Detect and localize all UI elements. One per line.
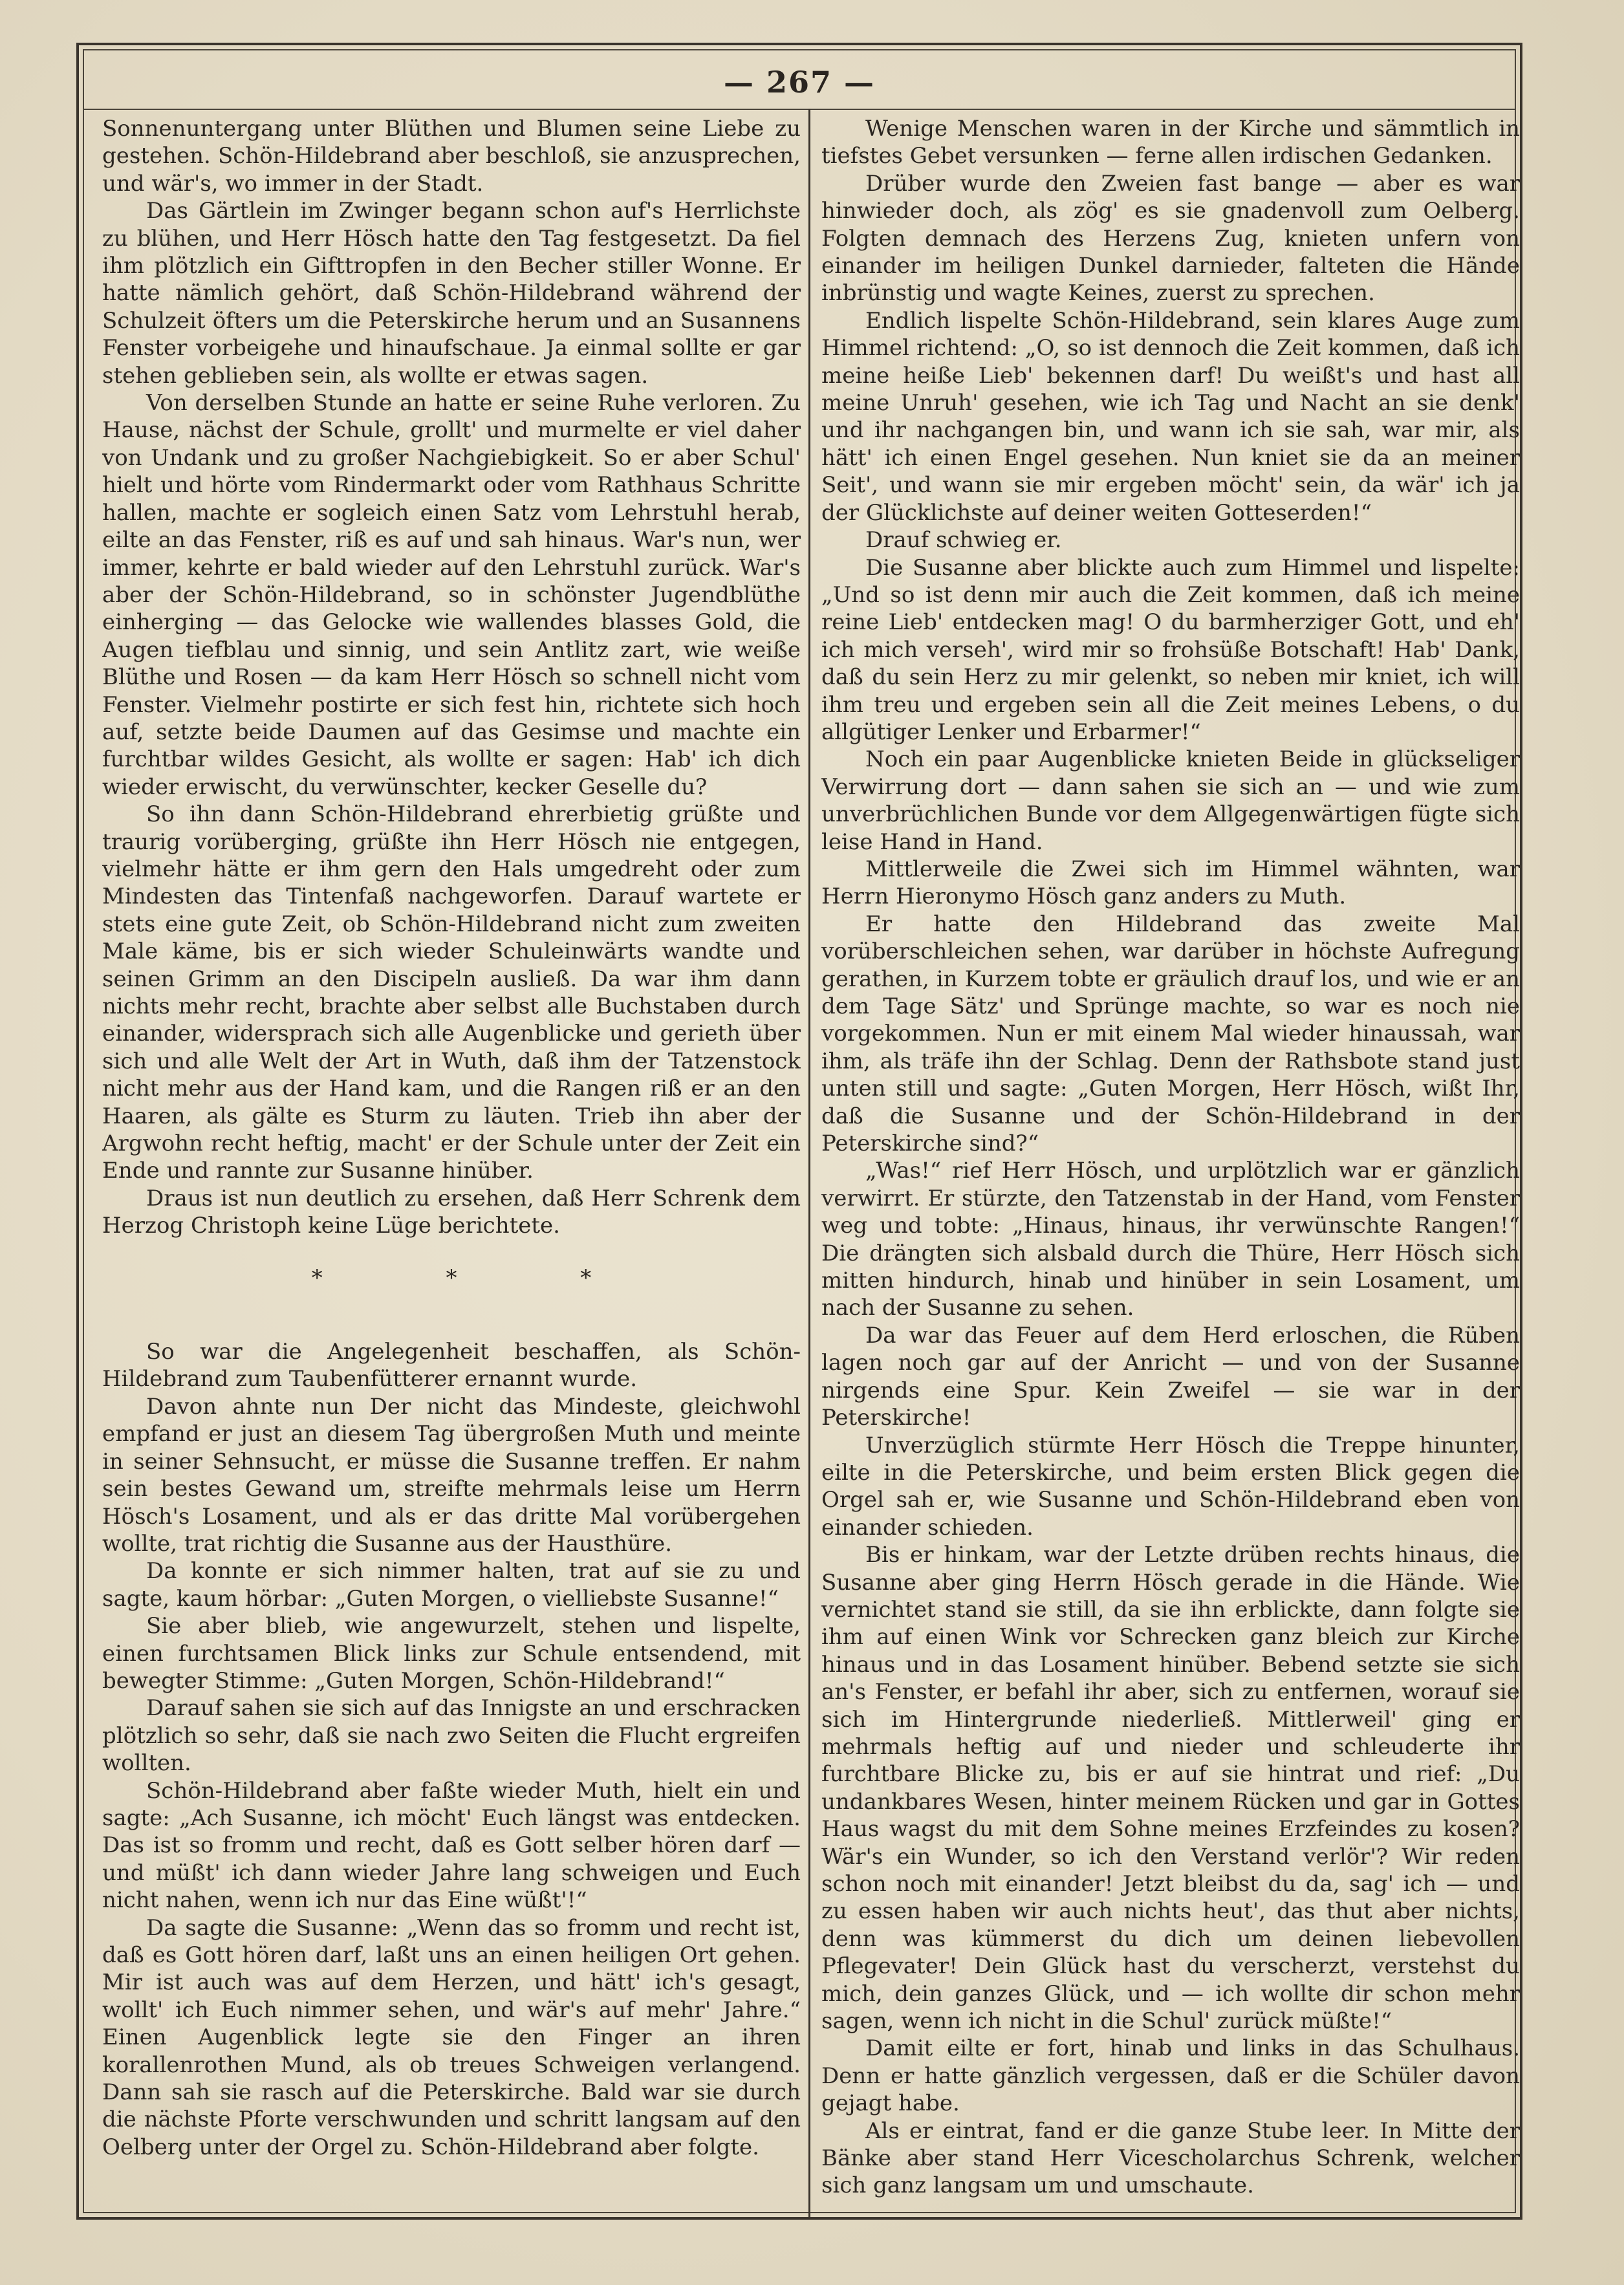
paragraph: Drüber wurde den Zweien fast bange — aber es war hinwieder doch, als zög' es sie gnadenvoll zum Oelberg. Folgten demnach des Herzens Zug, knieten unfern von einander im heiligen Dunkel darnieder, falteten die Hände inbrünstig und wagte Keines, zuerst zu sprechen. [821, 170, 1520, 307]
paragraph: „Was!“ rief Herr Hösch, und urplötzlich war er gänzlich verwirrt. Er stürzte, den Tatzenstab in der Hand, vom Fenster weg und tobte: „Hinaus, hinaus, ihr verwünschte Rangen!“ Die drängten sich alsbald durch die Thüre, Herr Hösch sich mitten hindurch, hinab und hinüber in sein Losament, um nach der Susanne zu sehen. [821, 1158, 1520, 1321]
paragraph: Damit eilte er fort, hinab und links in das Schulhaus. Denn er hatte gänzlich vergessen, daß er die Schüler davon gejagt habe. [821, 2035, 1520, 2117]
paragraph: Darauf sahen sie sich auf das Innigste an und erschracken plötzlich so sehr, daß sie nach zwo Seiten die Flucht ergreifen wollten. [102, 1695, 801, 1777]
paragraph: Draus ist nun deutlich zu ersehen, daß Herr Schrenk dem Herzog Christoph keine Lüge berichtete. [102, 1185, 801, 1239]
section-break-asterisks: * * * [311, 1264, 650, 1291]
paragraph: Unverzüglich stürmte Herr Hösch die Treppe hinunter, eilte in die Peterskirche, und beim ersten Blick gegen die Orgel sah er, wie Susanne und Schön-Hildebrand eben von einander schieden. [821, 1432, 1520, 1541]
page-number: — 267 — [723, 65, 876, 100]
paragraph: Er hatte den Hildebrand das zweite Mal vorüberschleichen sehen, war darüber in höchste Aufregung gerathen, in Kurzem tobte er gräulich drauf los, und wie er an dem Tage Sätz' und Sprünge machte, so war es noch nie vorgekommen. Nun er mit einem Mal wieder hinaussah, war ihm, als träfe ihn der Schlag. Denn der Rathsbote stand just unten still und sagte: „Guten Morgen, Herr Hösch, wißt Ihr, daß die Susanne und der Schön-Hildebrand in der Peterskirche sind?“ [821, 911, 1520, 1157]
header-rule [83, 109, 1516, 110]
paragraph: Von derselben Stunde an hatte er seine Ruhe verloren. Zu Hause, nächst der Schule, grollt' und murmelte er viel daher von Undank und zu großer Nachgiebigkeit. So er aber Schul' hielt und hörte vom Rindermarkt oder vom Rathhaus Schritte hallen, machte er sogleich einen Satz vom Lehrstuhl herab, eilte an das Fenster, riß es auf und sah hinaus. War's nun, wer immer, kehrte er bald wieder auf den Lehrstuhl zurück. War's aber der Schön-Hildebrand, so in schönster Jugendblüthe einherging — das Gelocke wie wallendes blasses Gold, die Augen tiefblau und sinnig, und sein Antlitz zart, wie weiße Blüthe und Rosen — da kam Herr Hösch so schnell nicht vom Fenster. Vielmehr postirte er sich fest hin, richtete sich hoch auf, setzte beide Daumen auf das Gesimse und machte ein furchtbar wildes Gesicht, als wollte er sagen: Hab' ich dich wieder erwischt, du verwünschter, kecker Geselle du? [102, 390, 801, 800]
paragraph: Mittlerweile die Zwei sich im Himmel wähnten, war Herrn Hieronymo Hösch ganz anders zu Muth. [821, 856, 1520, 910]
paragraph: Noch ein paar Augenblicke knieten Beide in glückseliger Verwirrung dort — dann sahen sie sich an — und wie zum unverbrüchlichen Bunde vor dem Allgegenwärtigen fügte sich leise Hand in Hand. [821, 746, 1520, 855]
column-divider [808, 109, 810, 2220]
paragraph: Wenige Menschen waren in der Kirche und sämmtlich in tiefstes Gebet versunken — ferne allen irdischen Gedanken. [821, 116, 1520, 169]
paragraph: Davon ahnte nun Der nicht das Mindeste, gleichwohl empfand er just an diesem Tag übergroßen Muth und meinte in seiner Sehnsucht, er müsse die Susanne treffen. Er nahm sein bestes Gewand um, streifte mehrmals leise um Herrn Hösch's Losament, und als er das dritte Mal vorübergehen wollte, trat richtig die Susanne aus der Hausthüre. [102, 1393, 801, 1557]
left-column [102, 115, 801, 2211]
paragraph: Da war das Feuer auf dem Herd erloschen, die Rüben lagen noch gar auf der Anricht — und von der Susanne nirgends eine Spur. Kein Zweifel — sie war in der Peterskirche! [821, 1322, 1520, 1431]
paragraph: Als er eintrat, fand er die ganze Stube leer. In Mitte der Bänke aber stand Herr Vicescholarchus Schrenk, welcher sich ganz langsam um und umschaute. [821, 2117, 1520, 2199]
paragraph: So ihn dann Schön-Hildebrand ehrerbietig grüßte und traurig vorüberging, grüßte ihn Herr Hösch nie entgegen, vielmehr hätte er ihm gern den Hals umgedreht oder zum Mindesten das Tintenfaß nachgeworfen. Darauf wartete er stets eine gute Zeit, ob Schön-Hildebrand nicht zum zweiten Male käme, bis er sich wieder Schuleinwärts wandte und seinen Grimm an den Discipeln ausließ. Da war ihm dann nichts mehr recht, brachte aber selbst alle Buchstaben durch einander, widersprach sich alle Augenblicke und gerieth über sich und alle Welt der Art in Wuth, daß ihm der Tatzenstock nicht mehr aus der Hand kam, und die Rangen riß er an den Haaren, als gälte es Sturm zu läuten. Trieb ihn aber der Argwohn recht heftig, macht' er der Schule unter der Zeit ein Ende und rannte zur Susanne hinüber. [102, 801, 801, 1184]
paragraph: Das Gärtlein im Zwinger begann schon auf's Herrlichste zu blühen, und Herr Hösch hatte den Tag festgesetzt. Da fiel ihm plötzlich ein Gifttropfen in den Becher stiller Wonne. Er hatte nämlich gehört, daß Schön-Hildebrand während der Schulzeit öfters um die Peterskirche herum und an Susannens Fenster vorbeigehe und hinaufschaue. Ja einmal sollte er gar stehen geblieben sein, als wollte er etwas sagen. [102, 198, 801, 389]
paragraph: Da konnte er sich nimmer halten, trat auf sie zu und sagte, kaum hörbar: „Guten Morgen, o vielliebste Susanne!“ [102, 1558, 801, 1612]
paragraph: Bis er hinkam, war der Letzte drüben rechts hinaus, die Susanne aber ging Herrn Hösch gerade in die Hände. Wie vernichtet stand sie still, da sie ihn erblickte, dann folgte sie ihm auf einen Wink vor Schrecken ganz bleich zur Kirche hinaus und in das Losament hinüber. Bebend setzte sie sich an's Fenster, er befahl ihr aber, sich zu entfernen, worauf sie sich im Hintergrunde niederließ. Mittlerweil' ging er mehrmals heftig auf und nieder und schleuderte ihr furchtbare Blicke zu, bis er auf sie hintrat und rief: „Du undankbares Wesen, hinter meinem Rücken und gar in Gottes Haus wagst du mit dem Sohne meines Erzfeindes zu kosen? Wär's ein Wunder, so ich den Verstand verlör'? Wir reden schon noch mit einander! Jetzt bleibst du da, sag' ich — und zu essen haben wir auch nichts heut', das thut aber nichts, denn was kümmerst du dich um deinen liebevollen Pflegevater! Dein Glück hast du verscherzt, verstehst du mich, dein ganzes Glück, und — ich wollte dir schon mehr sagen, wenn ich nicht in die Schul' zurück müßte!“ [821, 1542, 1520, 2035]
paragraph: Da sagte die Susanne: „Wenn das so fromm und recht ist, daß es Gott hören darf, laßt uns an einen heiligen Ort gehen. Mir ist auch was auf dem Herzen, und hätt' ich's gesagt, wollt' ich Euch nimmer sehen, und wär's auf mehr' Jahre.“ Einen Augenblick legte sie den Finger an ihren korallenrothen Mund, als ob treues Schweigen verlangend. Dann sah sie rasch auf die Peterskirche. Bald war sie durch die nächste Pforte verschwunden und schritt langsam auf den Oelberg unter der Orgel zu. Schön-Hildebrand aber folgte. [102, 1914, 801, 2160]
paragraph: Drauf schwieg er. [865, 527, 1062, 554]
paragraph: Sie aber blieb, wie angewurzelt, stehen und lispelte, einen furchtsamen Blick links zur Schule entsendend, mit bewegter Stimme: „Guten Morgen, Schön-Hildebrand!“ [102, 1613, 801, 1694]
right-column [821, 115, 1520, 2211]
paragraph: Endlich lispelte Schön-Hildebrand, sein klares Auge zum Himmel richtend: „O, so ist dennoch die Zeit kommen, daß ich meine heiße Lieb' bekennen darf! Du weißt's und hast all meine Unruh' gesehen, wie ich Tag und Nacht an sie denk' und ihr nachgangen bin, und wann ich sie sah, war mir, als hätt' ich einen Engel gesehen. Nun kniet sie da an meiner Seit', und wann sie mir ergeben möcht' sein, da wär' ich ja der Glücklichste auf deiner weiten Gotteserden!“ [821, 307, 1520, 526]
paragraph: Schön-Hildebrand aber faßte wieder Muth, hielt ein und sagte: „Ach Susanne, ich möcht' Euch längst was entdecken. Das ist so fromm und recht, daß es Gott selber hören darf — und müßt' ich dann wieder Jahre lang schweigen und Euch nicht nahen, wenn ich nur das Eine wüßt'!“ [102, 1777, 801, 1914]
paragraph: Die Susanne aber blickte auch zum Himmel und lispelte: „Und so ist denn mir auch die Zeit kommen, daß ich meine reine Lieb' entdecken mag! O du barmherziger Gott, und eh' ich mich verseh', wird mir so frohsüße Botschaft! Hab' Dank, daß du sein Herz zu mir gelenkt, so neben mir kniet, ich will ihm treu und ergeben sein all die Zeit meines Lebens, o du allgütiger Lenker und Erbarmer!“ [821, 554, 1520, 745]
paragraph: Sonnenuntergang unter Blüthen und Blumen seine Liebe zu gestehen. Schön-Hildebrand aber beschloß, sie anzusprechen, und wär's, wo immer in der Stadt. [102, 116, 801, 197]
paragraph: So war die Angelegenheit beschaffen, als Schön-Hildebrand zum Taubenfütterer ernannt wurde. [102, 1339, 801, 1392]
